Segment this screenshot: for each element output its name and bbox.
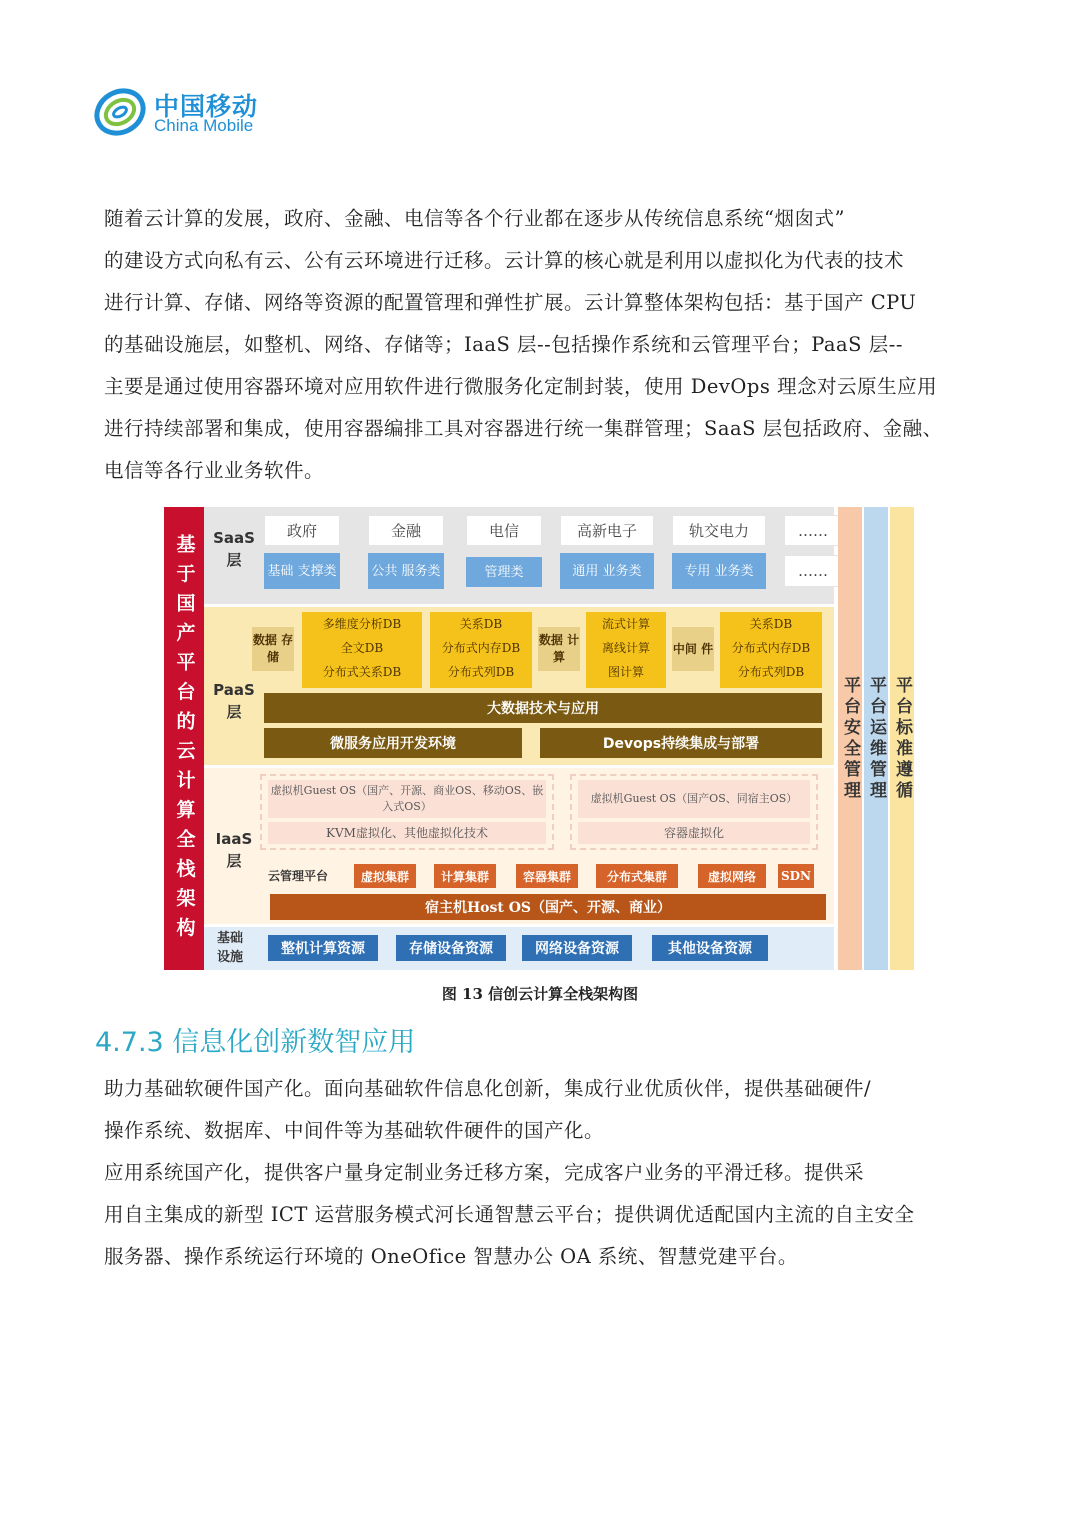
logo-cn-text: 中国移动 bbox=[154, 92, 259, 121]
paas-compute-item: 离线计算 bbox=[601, 641, 650, 655]
paas-db-group bbox=[430, 612, 532, 688]
paas-db-group bbox=[720, 612, 822, 688]
paas-db-item: 分布式内存DB bbox=[731, 641, 811, 655]
vm-right: 虚拟机Guest OS（国产OS、同宿主OS） bbox=[578, 780, 810, 818]
host-os-bar: 宿主机Host OS（国产、开源、商业） bbox=[270, 894, 826, 920]
infrastructure-label: 基础 设施 bbox=[216, 931, 243, 965]
para-line: 服务器、操作系统运行环境的 OneOfice 智慧办公 OA 系统、智慧党建平台。 bbox=[104, 1245, 798, 1268]
para-line: 电信等各行业业务软件。 bbox=[104, 459, 325, 482]
paas-db-item: 多维度分析DB bbox=[322, 617, 402, 631]
infra-item: 网络设备资源 bbox=[522, 935, 632, 961]
paas-layer-label: PaaS 层 bbox=[213, 681, 255, 721]
china-mobile-logo-icon bbox=[92, 84, 148, 140]
saas-category: 公共 服务类 bbox=[368, 553, 444, 589]
logo-en-text: China Mobile bbox=[154, 116, 254, 135]
para-line: 用自主集成的新型 ICT 运营服务模式河长通智慧云平台；提供调优适配国内主流的自主安全 bbox=[104, 1203, 915, 1226]
vm-left: 虚拟机Guest OS（国产、开源、商业OS、移动OS、嵌入式OS） bbox=[268, 780, 546, 818]
cluster-item: 虚拟集群 bbox=[354, 864, 416, 888]
cluster-item: 计算集群 bbox=[434, 864, 496, 888]
bigdata-bar: 大数据技术与应用 bbox=[264, 693, 822, 723]
saas-item: 高新电子 bbox=[560, 515, 654, 546]
section-heading: 4.7.3 信息化创新数智应用 bbox=[95, 1027, 416, 1058]
iaas-layer-label: IaaS 层 bbox=[215, 830, 253, 870]
para-line: 进行计算、存储、网络等资源的配置管理和弹性扩展。云计算整体架构包括：基于国产 CPU bbox=[104, 291, 917, 314]
paas-db-item: 全文DB bbox=[340, 641, 384, 655]
platform-security-column: 平台安全管理 bbox=[838, 507, 862, 970]
paas-db-item: 分布式内存DB bbox=[441, 641, 521, 655]
iaas-layer bbox=[204, 768, 834, 924]
paas-db-item: 分布式列DB bbox=[737, 665, 805, 679]
saas-item: 轨交电力 bbox=[672, 515, 766, 546]
paas-db-item: 分布式关系DB bbox=[322, 665, 402, 679]
microservice-bar: 微服务应用开发环境 bbox=[264, 728, 522, 758]
para-line: 助力基础软硬件国产化。面向基础软件信息化创新，集成行业优质伙伴，提供基础硬件/ bbox=[104, 1077, 872, 1100]
saas-category: 专用 业务类 bbox=[672, 553, 766, 589]
cloud-mgmt-label: 云管理平台 bbox=[268, 869, 329, 883]
saas-category: …… bbox=[784, 555, 842, 587]
cluster-item: 容器集群 bbox=[516, 864, 578, 888]
devops-bar: Devops持续集成与部署 bbox=[540, 728, 822, 758]
para-line: 的基础设施层，如整机、网络、存储等；IaaS 层--包括操作系统和云管理平台；PaaS 层-- bbox=[104, 333, 903, 356]
intro-paragraph bbox=[104, 198, 979, 492]
paas-compute-item: 图计算 bbox=[607, 665, 644, 679]
saas-layer-label: SaaS 层 bbox=[213, 529, 255, 569]
cluster-item: 分布式集群 bbox=[596, 864, 678, 888]
saas-category: 通用 业务类 bbox=[560, 553, 654, 589]
paas-db-item: 关系DB bbox=[749, 617, 793, 631]
infra-item: 整机计算资源 bbox=[268, 935, 378, 961]
paragraph-2 bbox=[104, 1068, 979, 1152]
data-compute-label: 数据 计算 bbox=[538, 627, 580, 671]
middleware-label: 中间 件 bbox=[672, 627, 714, 671]
para-line: 的建设方式向私有云、公有云环境进行迁移。云计算的核心就是利用以虚拟化为代表的技术 bbox=[104, 249, 905, 272]
saas-item: 电信 bbox=[466, 515, 542, 546]
paas-db-item: 分布式列DB bbox=[447, 665, 515, 679]
platform-standard-column: 平台标准遵循 bbox=[890, 507, 914, 970]
figure-caption: 图 13 信创云计算全栈架构图 bbox=[441, 985, 639, 1003]
cloud-architecture-diagram bbox=[164, 507, 914, 970]
paas-compute-item: 流式计算 bbox=[601, 617, 650, 631]
paas-db-item: 关系DB bbox=[459, 617, 503, 631]
saas-category: 基础 支撑类 bbox=[264, 553, 340, 589]
infrastructure-layer bbox=[204, 927, 834, 970]
para-line: 应用系统国产化，提供客户量身定制业务迁移方案，完成客户业务的平滑迁移。提供采 bbox=[104, 1161, 865, 1184]
saas-layer bbox=[204, 507, 834, 604]
container-virt-box: 容器虚拟化 bbox=[578, 822, 810, 844]
infra-item: 存储设备资源 bbox=[396, 935, 506, 961]
para-line: 进行持续部署和集成，使用容器编排工具对容器进行统一集群管理；SaaS 层包括政府、金融、 bbox=[104, 417, 943, 440]
cluster-item: SDN bbox=[778, 864, 814, 888]
paragraph-3 bbox=[104, 1152, 979, 1278]
diagram-left-title: 基于国产平台的云计算全栈架构 bbox=[164, 507, 204, 970]
para-line: 主要是通过使用容器环境对应用软件进行微服务化定制封装，使用 DevOps 理念对云原生应用 bbox=[104, 375, 938, 398]
infra-item: 其他设备资源 bbox=[652, 935, 768, 961]
kvm-box: KVM虚拟化、其他虚拟化技术 bbox=[268, 822, 546, 844]
platform-ops-column: 平台运维管理 bbox=[864, 507, 888, 970]
para-line: 操作系统、数据库、中间件等为基础软件硬件的国产化。 bbox=[104, 1119, 605, 1142]
saas-category: 管理类 bbox=[466, 557, 542, 587]
paas-compute-group bbox=[586, 612, 666, 688]
para-line: 随着云计算的发展，政府、金融、电信等各个行业都在逐步从传统信息系统“烟囱式” bbox=[104, 207, 845, 230]
china-mobile-logo bbox=[92, 84, 272, 144]
cluster-item: 虚拟网络 bbox=[698, 864, 766, 888]
paas-db-group bbox=[302, 612, 422, 688]
paas-layer bbox=[204, 607, 834, 765]
saas-item: 政府 bbox=[264, 515, 340, 546]
saas-item: …… bbox=[784, 515, 842, 546]
saas-item: 金融 bbox=[368, 515, 444, 546]
data-storage-label: 数据 存储 bbox=[252, 627, 294, 671]
